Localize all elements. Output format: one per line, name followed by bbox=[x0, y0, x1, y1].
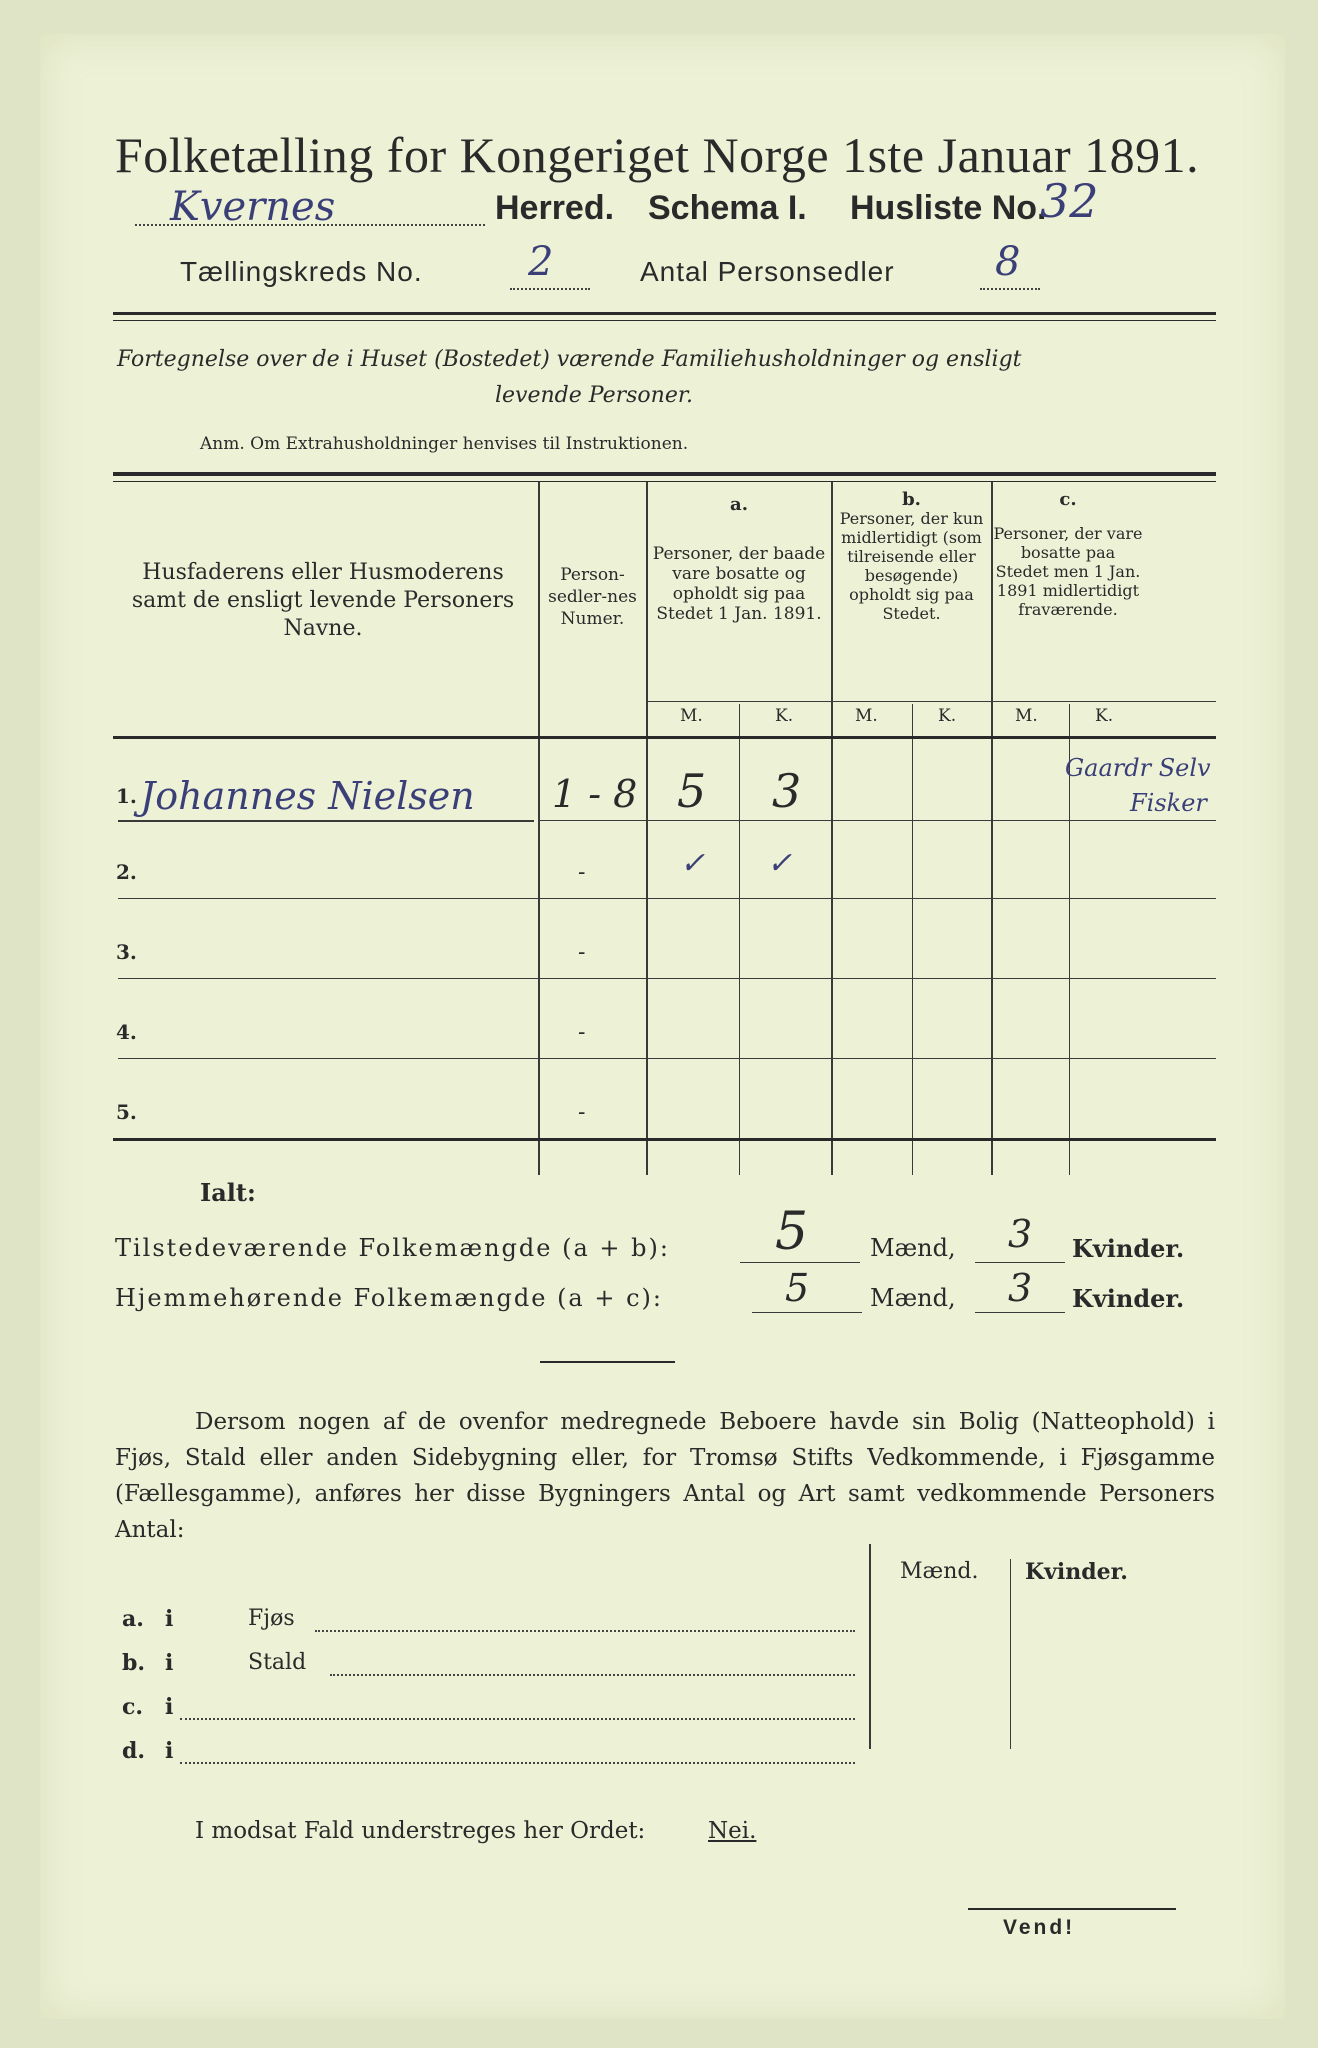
col-b-letter: b. bbox=[902, 489, 921, 510]
building-a-dots bbox=[315, 1630, 855, 1632]
hjemmehoerende-men-hand: 5 bbox=[785, 1266, 810, 1310]
building-a-i: i bbox=[165, 1606, 174, 1632]
antal-label: Antal Personsedler bbox=[640, 256, 895, 287]
nei-word: Nei. bbox=[708, 1818, 757, 1844]
row-2-line bbox=[118, 898, 1216, 899]
vend-rule bbox=[968, 1908, 1176, 1910]
mk-divider-top bbox=[646, 701, 1216, 702]
row-1-line bbox=[118, 820, 534, 822]
intro-line2: levende Personer. bbox=[495, 383, 693, 408]
row-5-numer: - bbox=[578, 1100, 586, 1125]
c-m-label: M. bbox=[1015, 706, 1038, 726]
municipality-hand: Kvernes bbox=[170, 184, 336, 230]
building-b-label: Stald bbox=[248, 1650, 307, 1675]
col-header-numer: Person-sedler-nes Numer. bbox=[548, 565, 637, 629]
building-c-i: i bbox=[165, 1694, 174, 1720]
row-3-line bbox=[118, 978, 1216, 979]
col-c-header: Personer, der vare bosatte paa Stedet men 1 Jan. 1891 midlertidigt fraværende. bbox=[993, 524, 1143, 619]
tilst-maend-label: Mænd, bbox=[870, 1234, 956, 1262]
row-2-a-k-check: ✓ bbox=[767, 846, 793, 881]
header-rule bbox=[113, 312, 1216, 315]
building-d-letter: d. bbox=[122, 1738, 146, 1764]
building-d-i: i bbox=[165, 1738, 174, 1764]
vend-label: Vend! bbox=[1003, 1916, 1076, 1939]
modsat-fald-text: I modsat Fald understreges her Ordet: bbox=[195, 1818, 646, 1844]
table-vline-b bbox=[912, 704, 913, 1175]
intro-line1: Fortegnelse over de i Huset (Bostedet) værende Familiehusholdninger og ensligt bbox=[117, 347, 1022, 372]
b-m-label: M. bbox=[855, 706, 878, 726]
section-divider bbox=[540, 1361, 675, 1363]
building-a-label: Fjøs bbox=[248, 1606, 295, 1631]
hjemmehoerende-label: Hjemmehørende Folkemængde (a + c): bbox=[115, 1284, 663, 1312]
c-k-label: K. bbox=[1095, 706, 1114, 726]
buildings-vline-1 bbox=[869, 1544, 871, 1749]
ialt-label: Ialt: bbox=[200, 1178, 256, 1207]
table-header-bottom-rule bbox=[113, 736, 1216, 739]
col-header-names: Husfaderens eller Husmoderens samt de ensligt levende Personers Navne. bbox=[131, 560, 515, 641]
kreds-number-hand: 2 bbox=[528, 239, 554, 285]
building-a-letter: a. bbox=[122, 1606, 144, 1632]
row-1-line-right bbox=[540, 820, 1216, 821]
census-form-page bbox=[40, 34, 1285, 2019]
hjemmehoerende-women-hand: 3 bbox=[1008, 1266, 1033, 1310]
form-title: Folketælling for Kongeriget Norge 1ste Januar 1891. bbox=[115, 127, 1200, 183]
building-b-letter: b. bbox=[122, 1650, 146, 1676]
row-5-number: 5. bbox=[116, 1100, 137, 1124]
tilst-men-line bbox=[740, 1262, 860, 1263]
building-c-dots bbox=[180, 1718, 855, 1720]
row-4-numer: - bbox=[578, 1020, 586, 1045]
hjem-kvinder-label: Kvinder. bbox=[1072, 1284, 1185, 1313]
building-d-dots bbox=[180, 1762, 855, 1764]
antal-hand: 8 bbox=[995, 239, 1021, 285]
table-bottom-rule bbox=[113, 1138, 1216, 1141]
row-2-numer: - bbox=[578, 860, 586, 885]
row-1-number: 1. bbox=[116, 784, 137, 808]
table-top-rule-thin bbox=[113, 481, 1216, 482]
row-1-note-occupation: Gaardr Selv bbox=[1065, 754, 1211, 782]
husliste-number-hand: 32 bbox=[1040, 174, 1099, 228]
col-c-letter: c. bbox=[1059, 489, 1077, 510]
kreds-line bbox=[510, 288, 590, 290]
buildings-vline-2 bbox=[1010, 1559, 1011, 1749]
col-b-header: Personer, der kun midlertidigt (som tilreisende eller besøgende) opholdt sig paa Stedet. bbox=[839, 509, 984, 623]
hjem-men-line bbox=[752, 1312, 862, 1313]
a-k-label: K. bbox=[775, 706, 794, 726]
hjem-maend-label: Mænd, bbox=[870, 1284, 956, 1312]
tilstedevaerende-men-hand: 5 bbox=[775, 1202, 809, 1262]
hjem-women-line bbox=[975, 1312, 1065, 1313]
row-1-numer: 1 - 8 bbox=[552, 772, 638, 816]
building-b-dots bbox=[330, 1674, 855, 1676]
buildings-maend-header: Mænd. bbox=[900, 1559, 979, 1584]
tilst-kvinder-label: Kvinder. bbox=[1072, 1234, 1185, 1263]
tilstedevaerende-women-hand: 3 bbox=[1008, 1212, 1033, 1256]
row-2-number: 2. bbox=[116, 860, 137, 884]
buildings-kvinder-header: Kvinder. bbox=[1025, 1559, 1128, 1585]
tilst-women-line bbox=[975, 1262, 1065, 1263]
building-b-i: i bbox=[165, 1650, 174, 1676]
b-k-label: K. bbox=[938, 706, 957, 726]
table-vline-a bbox=[739, 704, 740, 1175]
anm-note: Anm. Om Extrahusholdninger henvises til Instruktionen. bbox=[200, 434, 689, 454]
row-2-a-m-check: ✓ bbox=[680, 846, 706, 881]
row-1-note-fisker: Fisker bbox=[1130, 789, 1207, 817]
col-a-letter: a. bbox=[730, 494, 748, 515]
building-c-letter: c. bbox=[122, 1694, 144, 1720]
kreds-label: Tællingskreds No. bbox=[180, 256, 423, 287]
a-m-label: M. bbox=[680, 706, 703, 726]
header-rule-thin bbox=[113, 320, 1216, 321]
row-4-number: 4. bbox=[116, 1020, 137, 1044]
antal-line bbox=[980, 288, 1040, 290]
row-3-numer: - bbox=[578, 940, 586, 965]
herred-label: Herred. bbox=[495, 189, 615, 227]
table-top-rule bbox=[113, 472, 1216, 476]
row-3-number: 3. bbox=[116, 940, 137, 964]
buildings-paragraph: Dersom nogen af de ovenfor medregnede Beboere havde sin Bolig (Natteophold) i Fjøs, Stald eller anden Sidebygning eller, for Tromsø Stifts Vedkommende, i Fjøsgamme (Fællesgamme), anføres her disse Bygningers Antal og Art samt vedkommende Personers Antal: bbox=[115, 1409, 1215, 1543]
row-4-line bbox=[118, 1058, 1216, 1059]
row-1-a-k: 3 bbox=[772, 764, 802, 818]
row-1-a-m: 5 bbox=[677, 764, 707, 818]
schema-label: Schema I. bbox=[648, 189, 807, 227]
col-a-header: Personer, der baade vare bosatte og opholdt sig paa Stedet 1 Jan. 1891. bbox=[652, 544, 826, 624]
row-1-name: Johannes Nielsen bbox=[140, 774, 475, 818]
tilstedevaerende-label: Tilstedeværende Folkemængde (a + b): bbox=[115, 1234, 670, 1262]
husliste-label: Husliste No. bbox=[850, 189, 1047, 227]
